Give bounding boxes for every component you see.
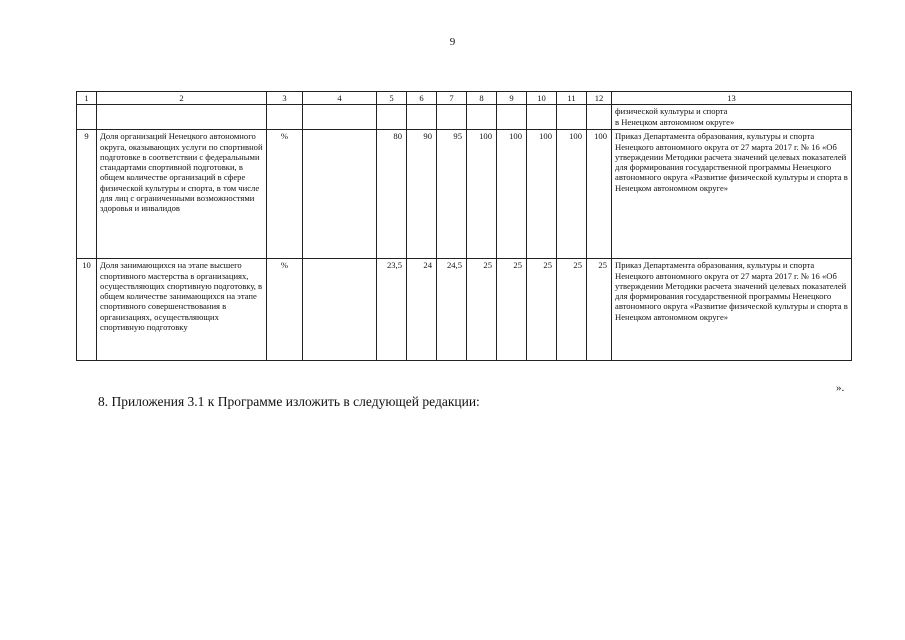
value-cell: 95 bbox=[437, 130, 467, 259]
header-cell-8: 8 bbox=[467, 92, 497, 105]
value-cell: 24,5 bbox=[437, 259, 467, 361]
value-cell: 100 bbox=[467, 130, 497, 259]
header-cell-6: 6 bbox=[407, 92, 437, 105]
value-cell: 100 bbox=[527, 130, 557, 259]
page-number: 9 bbox=[449, 36, 456, 48]
header-cell-11: 11 bbox=[557, 92, 587, 105]
header-cell-13: 13 bbox=[612, 92, 852, 105]
indicator-name: Доля организаций Ненецкого автономного округа, оказывающих услуги по спортивной подготовке в соответствии с федеральными стандартами спортивной подготовки, в общем количестве организаций в сфере физической культуры и спорта, в том числе для лиц с ограниченными возможностями здоровья и инвалидов bbox=[97, 130, 267, 259]
header-cell-2: 2 bbox=[97, 92, 267, 105]
header-cell-9: 9 bbox=[497, 92, 527, 105]
amendment-paragraph: 8. Приложения 3.1 к Программе изложить в следующей редакции: bbox=[98, 394, 480, 409]
value-cell: 25 bbox=[467, 259, 497, 361]
header-cell-12: 12 bbox=[587, 92, 612, 105]
row-number: 9 bbox=[77, 130, 97, 259]
header-cell-7: 7 bbox=[437, 92, 467, 105]
value-cell: 25 bbox=[527, 259, 557, 361]
value-cell: 90 bbox=[407, 130, 437, 259]
col4-cell bbox=[303, 130, 377, 259]
source-cell: Приказ Департамента образования, культуры и спорта Ненецкого автономного округа от 27 марта 2017 г. № 16 «Об утверждении Методики расчета значений целевых показателей для формирования государственной программы Ненецкого автономного округа «Развитие физической культуры и спорта в Ненецком автономном округе» bbox=[612, 130, 852, 259]
unit-cell: % bbox=[267, 130, 303, 259]
table-row bbox=[77, 259, 852, 361]
indicator-name: Доля занимающихся на этапе высшего спортивного мастерства в организациях, осуществляющих спортивную подготовку, в общем количестве занимающихся на этапе спортивного совершенствования в организациях, осуществляющих спортивную подготовку bbox=[97, 259, 267, 361]
closing-quote: ». bbox=[836, 382, 845, 394]
table-row-continuation bbox=[77, 105, 852, 130]
header-cell-4: 4 bbox=[303, 92, 377, 105]
table-row bbox=[77, 130, 852, 259]
row-number: 10 bbox=[77, 259, 97, 361]
value-cell: 25 bbox=[557, 259, 587, 361]
value-cell: 25 bbox=[497, 259, 527, 361]
header-cell-3: 3 bbox=[267, 92, 303, 105]
col4-cell bbox=[303, 259, 377, 361]
value-cell: 100 bbox=[497, 130, 527, 259]
value-cell: 23,5 bbox=[377, 259, 407, 361]
source-cell: Приказ Департамента образования, культуры и спорта Ненецкого автономного округа от 27 марта 2017 г. № 16 «Об утверждении Методики расчета значений целевых показателей для формирования государственной программы Ненецкого автономного округа «Развитие физической культуры и спорта в Ненецком автономном округе» bbox=[612, 259, 852, 361]
header-cell-1: 1 bbox=[77, 92, 97, 105]
value-cell: 100 bbox=[587, 130, 612, 259]
continuation-source-cell: физической культуры и спорта в Ненецком автономном округе» bbox=[612, 105, 852, 130]
header-cell-5: 5 bbox=[377, 92, 407, 105]
value-cell: 25 bbox=[587, 259, 612, 361]
value-cell: 100 bbox=[557, 130, 587, 259]
unit-cell: % bbox=[267, 259, 303, 361]
header-cell-10: 10 bbox=[527, 92, 557, 105]
table-header-row bbox=[77, 92, 852, 105]
value-cell: 80 bbox=[377, 130, 407, 259]
value-cell: 24 bbox=[407, 259, 437, 361]
indicators-table bbox=[76, 91, 852, 361]
